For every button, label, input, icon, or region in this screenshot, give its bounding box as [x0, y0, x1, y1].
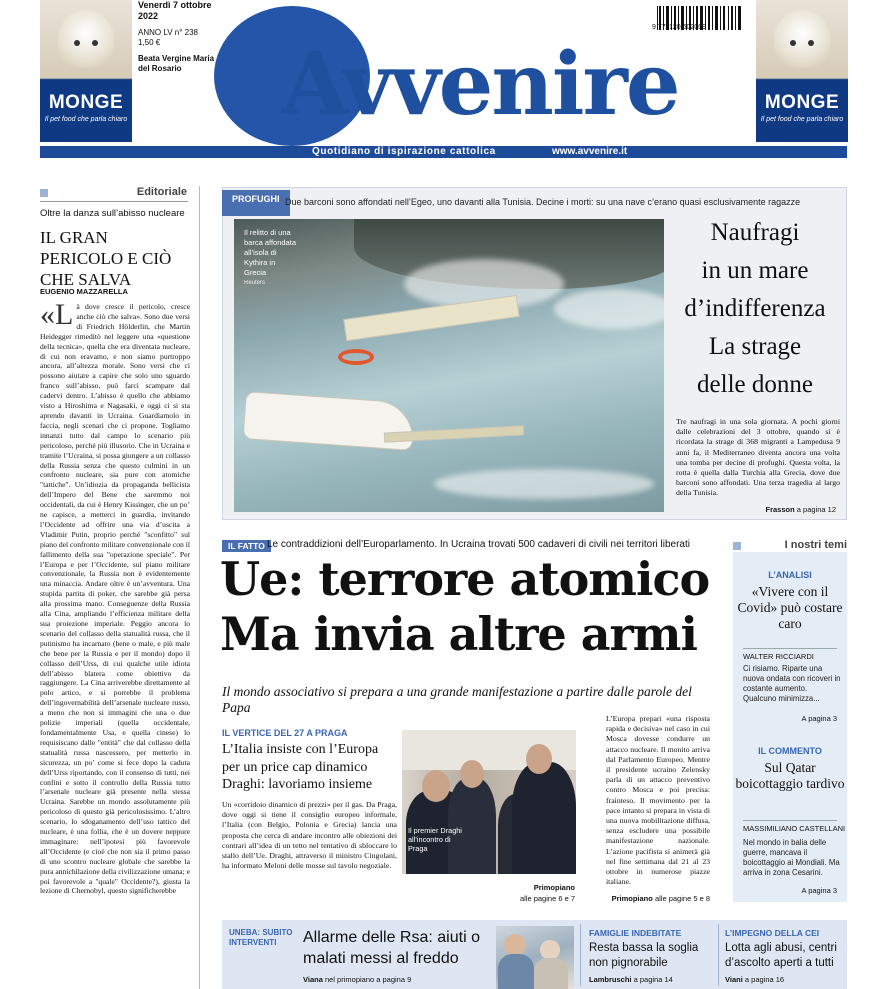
photo-credit: Reuters: [244, 280, 266, 286]
divider: [743, 648, 837, 649]
strip3-title[interactable]: Lotta agli abusi, centri d’ascolto aperti a tutti: [725, 942, 837, 969]
issue-number: ANNO LV n° 238: [138, 28, 198, 37]
strip3-kicker: L’IMPEGNO DELLA CEI: [725, 928, 820, 938]
lead-title-line: d’indifferenza: [684, 295, 826, 322]
logo-text: Avvenire: [281, 34, 679, 135]
main-headline-line2: Ma invia altre armi: [220, 607, 697, 661]
person: [498, 954, 534, 989]
lead-section-tag: PROFUGHI: [222, 190, 290, 216]
strip2-title[interactable]: Resta bassa la soglia non pignorabile: [589, 942, 699, 969]
person: [512, 762, 576, 874]
lead-title-line: Naufragi: [710, 219, 800, 246]
main-kicker: Le contraddizioni dell’Europarlamento. In Ucraina trovati 500 cadaveri di civili nei territori liberati: [267, 539, 690, 550]
lead-title[interactable]: [668, 214, 842, 404]
comment-author: MASSIMILIANO CASTELLANI: [743, 824, 846, 833]
lead-author: Frasson: [765, 505, 795, 514]
photo-caption-text: Il relitto di una barca affondata all’isola di Kythira in Grecia: [244, 228, 296, 277]
strip1-kicker: UNEBA: SUBITO INTERVENTI: [229, 928, 293, 947]
comment-title[interactable]: Sul Qatar boicottaggio tardivo: [735, 760, 845, 791]
sub-kicker: IL VERTICE DEL 27 A PRAGA: [222, 728, 348, 738]
editorial-body: [40, 302, 190, 989]
issue-date: Venerdì 7 ottobre 2022: [138, 0, 212, 21]
lead-title-line: La strage: [708, 333, 802, 360]
issue-price: 1,50 €: [138, 38, 161, 47]
divider: [40, 201, 188, 202]
analysis-title[interactable]: «Vivere con il Covid» può costare caro: [737, 584, 843, 631]
analysis-author: WALTER RICCIARDI: [743, 652, 814, 661]
editorial-kicker: Oltre la danza sull’abisso nucleare: [40, 208, 185, 219]
comment-kicker: IL COMMENTO: [758, 746, 822, 756]
life-ring-icon: [338, 349, 374, 365]
photo-caption: [244, 228, 299, 288]
ad-tagline: Il pet food che parla chiaro: [44, 116, 128, 123]
lead-title-line: in un mare: [701, 257, 809, 284]
analysis-page[interactable]: A pagina 3: [801, 714, 837, 723]
sidebar-label: I nostri temi: [784, 539, 847, 551]
main-section-tag: IL FATTO: [222, 540, 271, 552]
barcode-number: 9 771120 602009: [652, 24, 706, 31]
primopiano-label[interactable]: Primopiano: [533, 883, 575, 892]
dog-photo: [774, 10, 830, 68]
masthead-site-link[interactable]: www.avvenire.it: [552, 146, 628, 157]
strip3-author: Viani: [725, 975, 743, 984]
ad-monge-right[interactable]: [756, 0, 848, 142]
column-divider: [580, 924, 581, 986]
sub-title[interactable]: L’Italia insiste con l’Europa per un price cap dinamico Draghi: lavoriamo insieme: [222, 742, 379, 792]
comment-page[interactable]: A pagina 3: [801, 886, 837, 895]
middle-body: L’Europa prepari «una risposta rapida e decisiva» nel caso in cui Mosca dovesse condurre un attacco nucleare. Il monito arriva dal Parlamento Europeo. Mentre il presidente ucraino Zelensky parla di un attacco preventivo contro Mosca e poi precisa: frainteso. Il movimento per la pace intanto si prepara in vista di una nuova mobilitazione diffusa, senza escludere una possibile manifestazione nazionale. L’azione pacifista si animerà già nel fine settimana dal 21 al 23 ottobre in numerose piazze italiane.: [606, 714, 710, 887]
editorial-title[interactable]: IL GRAN PERICOLO E CIÒ CHE SALVA: [40, 228, 172, 289]
sub-body: Un «corridoio dinamico di prezzi» per il gas. Da Praga, dove oggi si tiene il consiglio europeo informale, l’Italia (con Belgio, Polonia e Grecia) lancia una proposta che cerca di andare incontro alle obiezioni dei contrari all’idea di un tetto nel tentativo di sbloccare lo stallo dell’Ue. Draghi, attraverso il ministro Cingolani, ha informato Meloni delle mosse sul tavolo negoziale.: [222, 800, 397, 871]
masthead-tagline: Quotidiano di ispirazione cattolica: [312, 146, 496, 157]
strip1-ref[interactable]: [303, 975, 411, 984]
column-divider: [199, 186, 200, 989]
lead-body: Tre naufragi in una sola giornata. A pochi giorni dalle celebrazioni del 3 ottobre, quando si è ricordata la strage di 368 migranti a Lampedusa 9 anni fa, il Mediterraneo diventa ancora una volta una tomba per decine di profughi. Questa volta, la rotta è quella dalla Turchia alla Grecia, dove due barconi sono affondati. Una terza tragedia al largo della Tunisia.: [676, 417, 840, 498]
issue-meta: [138, 0, 218, 74]
analysis-body: Ci risiamo. Riparte una nuova ondata con ricoveri in costante aumento. Qualcuno minimizza...: [743, 664, 841, 703]
lead-signature[interactable]: [676, 505, 836, 514]
main-subhead: Il mondo associativo si prepara a una grande manifestazione a partire dalle parole del Papa: [222, 684, 692, 715]
lead-kicker: Due barconi sono affondati nell’Egeo, uno davanti alla Tunisia. Decine i morti: su una nave c’erano quasi esclusivamente ragazze: [285, 197, 801, 207]
photo-caption: Il premier Draghi all’incontro di Praga: [408, 826, 462, 854]
primopiano-label: Primopiano: [611, 894, 653, 903]
strip3-page: a pagina 16: [744, 975, 785, 984]
strip2-page: a pagina 14: [633, 975, 673, 984]
issue-saints: Beata Vergine Maria del Rosario: [138, 54, 215, 73]
wave-foam: [434, 469, 654, 499]
editorial-label: Editoriale: [136, 186, 187, 198]
strip2-kicker: FAMIGLIE INDEBITATE: [589, 928, 682, 938]
analysis-kicker: L’ANALISI: [768, 570, 812, 580]
strip2-author: Lambruschi: [589, 975, 632, 984]
ad-tagline: Il pet food che parla chiaro: [760, 116, 844, 123]
primopiano-pages: alle pagine 6 e 7: [519, 894, 575, 903]
divider: [743, 820, 837, 821]
person-head: [504, 934, 526, 956]
section-marker-icon: [733, 542, 741, 550]
strip1-author: Viana: [303, 975, 323, 984]
lead-title-line: delle donne: [697, 371, 813, 398]
column-divider: [718, 924, 719, 986]
strip3-ref[interactable]: [725, 975, 784, 984]
primopiano-ref[interactable]: [606, 894, 710, 903]
lead-page: a pagina 12: [796, 505, 836, 514]
wave-foam: [554, 289, 664, 329]
person-head: [540, 940, 560, 960]
strip1-title[interactable]: Allarme delle Rsa: aiuti o malati messi al freddo: [303, 929, 480, 967]
rsa-photo[interactable]: [496, 926, 574, 989]
dog-photo: [58, 10, 114, 68]
primopiano-pages: alle pagine 5 e 8: [654, 894, 710, 903]
comment-body: Nel mondo in balia delle guerre, mancava il boicottaggio ai Mondiali. Ma arriva in zona Cesarini.: [743, 838, 840, 877]
strip1-page: nel primopiano a pagina 9: [324, 975, 412, 984]
ad-monge-left[interactable]: [40, 0, 132, 142]
ad-brand: MONGE: [48, 92, 124, 113]
main-headline[interactable]: [220, 552, 720, 662]
person: [534, 958, 568, 989]
strip2-ref[interactable]: [589, 975, 673, 984]
person-head: [526, 744, 552, 774]
drop-cap: «L: [40, 302, 74, 331]
person-head: [422, 770, 450, 802]
editorial-text: à dove cresce il pericolo, cresce anche ciò che salva». Sono due versi di Friedrich Hölderlin, che Martin Heidegger rimeditò nel leggere una «questione della tecnica», quella che era diventata nucleare, di cui non eravamo, e non siamo purtroppo ancora, all’altezza morale. Sono versi che ci possono aiutare a capire che solo uno sguardo franco sull’abisso, può farci scampare dal cadervi dentro. L’abisso è quello che abbiamo visto a Hiroshima e Nagasaki, e oggi ci si sta aprendo davanti in Ucraina. Guardiamolo in faccia, negli scenari che ci propone. Togliamo innanzi tutto dal campo lo scenario più pericoloso, perché più illusorio. Che in Ucraina e tramite l’Ucraina, si possa giungere a un collasso della Russia senza che questo culmini in un confronto nucleare, sia pure con atomiche "tattiche". Un’idiozia da propaganda bellicista dell’Impero del Bene che saremmo noi occidentali, da cui è Henry Kissinger, che un po’ ne capisce, a metterci in guardia, invitando l’Occidente ad offrire una via d’uscita a Vladimir Putin, proprio perché "sconfitto" sul piano del confronto militare convenzionale con il fallimento della sua "operazione speciale". Per l’Europa e per l’Occidente, sul piano militare convenzionale, la Russia non è evidentemente una minaccia. Andare oltre è un’avventura. Una stupida partita di poker, che sarebbe già persa alla prossima mano. Conseguenze della Russia alla Cina, ampliando l’efficienza militare della sua proiezione imperiale. Peggio ancora lo scenario del collasso della statualità russa, che il putinismo ha incarnato (bene o male, e più male che bene per la Russia e per il mondo) dopo il collasso dell’Urss, di cui qualche utile idiota dell’abisso blatera come obiettivo da raggiungere. La Cina arriverebbe direttamente al polo artico, e si porrebbe il problema dell’ingovernabilità dell’arsenale nucleare russo, a meno che non si immagini che una o due polizie imperiali (quella occidentale, fondamentalmente Usa, e quella cinese) lo requisiscano dalle "entità" che dal collasso della statualità russa nascessero, per metterlo in sicurezza, un po’ come si fece dopo la caduta dell’Urss riportando, con il consenso di tutti, nei confini e sotto il controllo della Russia tutto l’arsenale nucleare già presente nella stessa Ucraina. Sarebbe un mondo assolutamente più pericoloso di questo già pericolosissimo. L’altro scenario, lo sdoganamento dell’uso tattico del nucleare, è una follia, che è un dovere neppure immaginare: nell’ipotesi più favorevole all’Occidente (e cioè che non sia il primo passo di uno scontro nucleare globale che sarebbe la pura annichilazione della civilizzazione umana; e poi favorevole a "quale" Occidente?), giusta la lezione di Chernobyl, questo significherebbe: [40, 302, 190, 896]
editorial-author: EUGENIO MAZZARELLA: [40, 287, 128, 296]
main-headline-line1: Ue: terrore atomico: [220, 552, 710, 606]
ad-brand: MONGE: [764, 92, 840, 113]
section-marker-icon: [40, 189, 48, 197]
person-head: [460, 760, 484, 788]
